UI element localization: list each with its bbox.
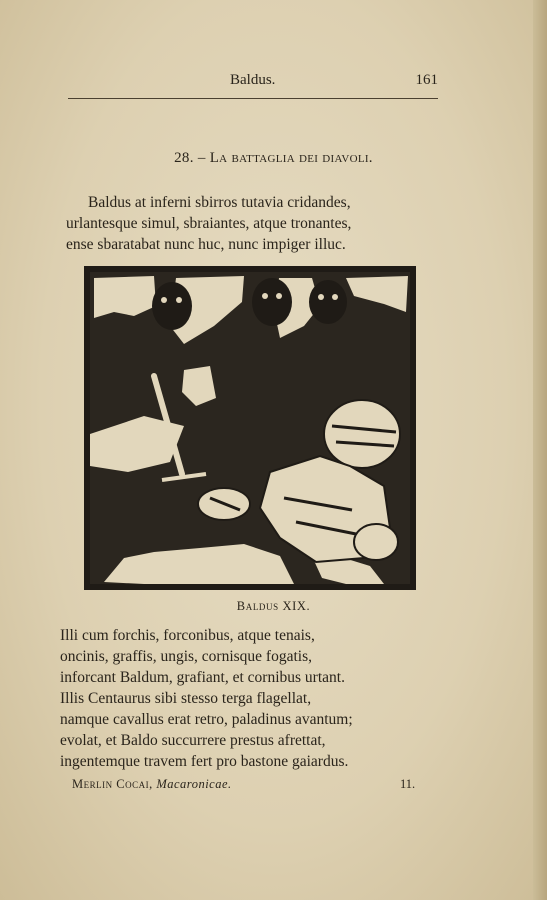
header-rule: [68, 98, 438, 99]
verse-line: Illi cum forchis, forconibus, atque tenais,: [60, 627, 315, 644]
verse-line: namque cavallus erat retro, paladinus avantum;: [60, 711, 353, 728]
running-head-title: Baldus.: [230, 72, 276, 88]
section-heading: La battaglia dei diavoli.: [209, 150, 373, 166]
verse-line: evolat, et Baldo succurrere prestus afrettat,: [60, 732, 326, 749]
verse-line: ense sbaratabat nunc huc, nunc impiger illuc.: [66, 236, 346, 253]
page-number: 161: [415, 72, 438, 88]
footer-author: Merlin Cocai,: [72, 777, 153, 791]
running-head: [68, 72, 438, 94]
figure-caption: Baldus XIX.: [236, 599, 311, 613]
verse-line: ingentemque travem fert pro bastone gaiardus.: [60, 753, 349, 770]
footer-work-title: Macaronicae.: [156, 777, 232, 791]
section-title: [0, 150, 547, 167]
page-edge-shadow: [533, 0, 547, 900]
footer-signature-title: [72, 777, 232, 792]
verse-line: inforcant Baldum, grafiant, et cornibus urtant.: [60, 669, 345, 686]
section-number: 28. –: [174, 150, 206, 166]
verse-line: oncinis, graffis, ungis, cornisque fogatis,: [60, 648, 312, 665]
woodcut-illustration: [84, 266, 416, 590]
verse-line: Baldus at inferni sbirros tutavia cridandes,: [88, 194, 351, 211]
footer-signature-mark: 11.: [400, 777, 416, 791]
verse-line: Illis Centaurus sibi stesso terga flagellat,: [60, 690, 312, 707]
verse-line: urlantesque simul, sbraiantes, atque tronantes,: [66, 215, 352, 232]
